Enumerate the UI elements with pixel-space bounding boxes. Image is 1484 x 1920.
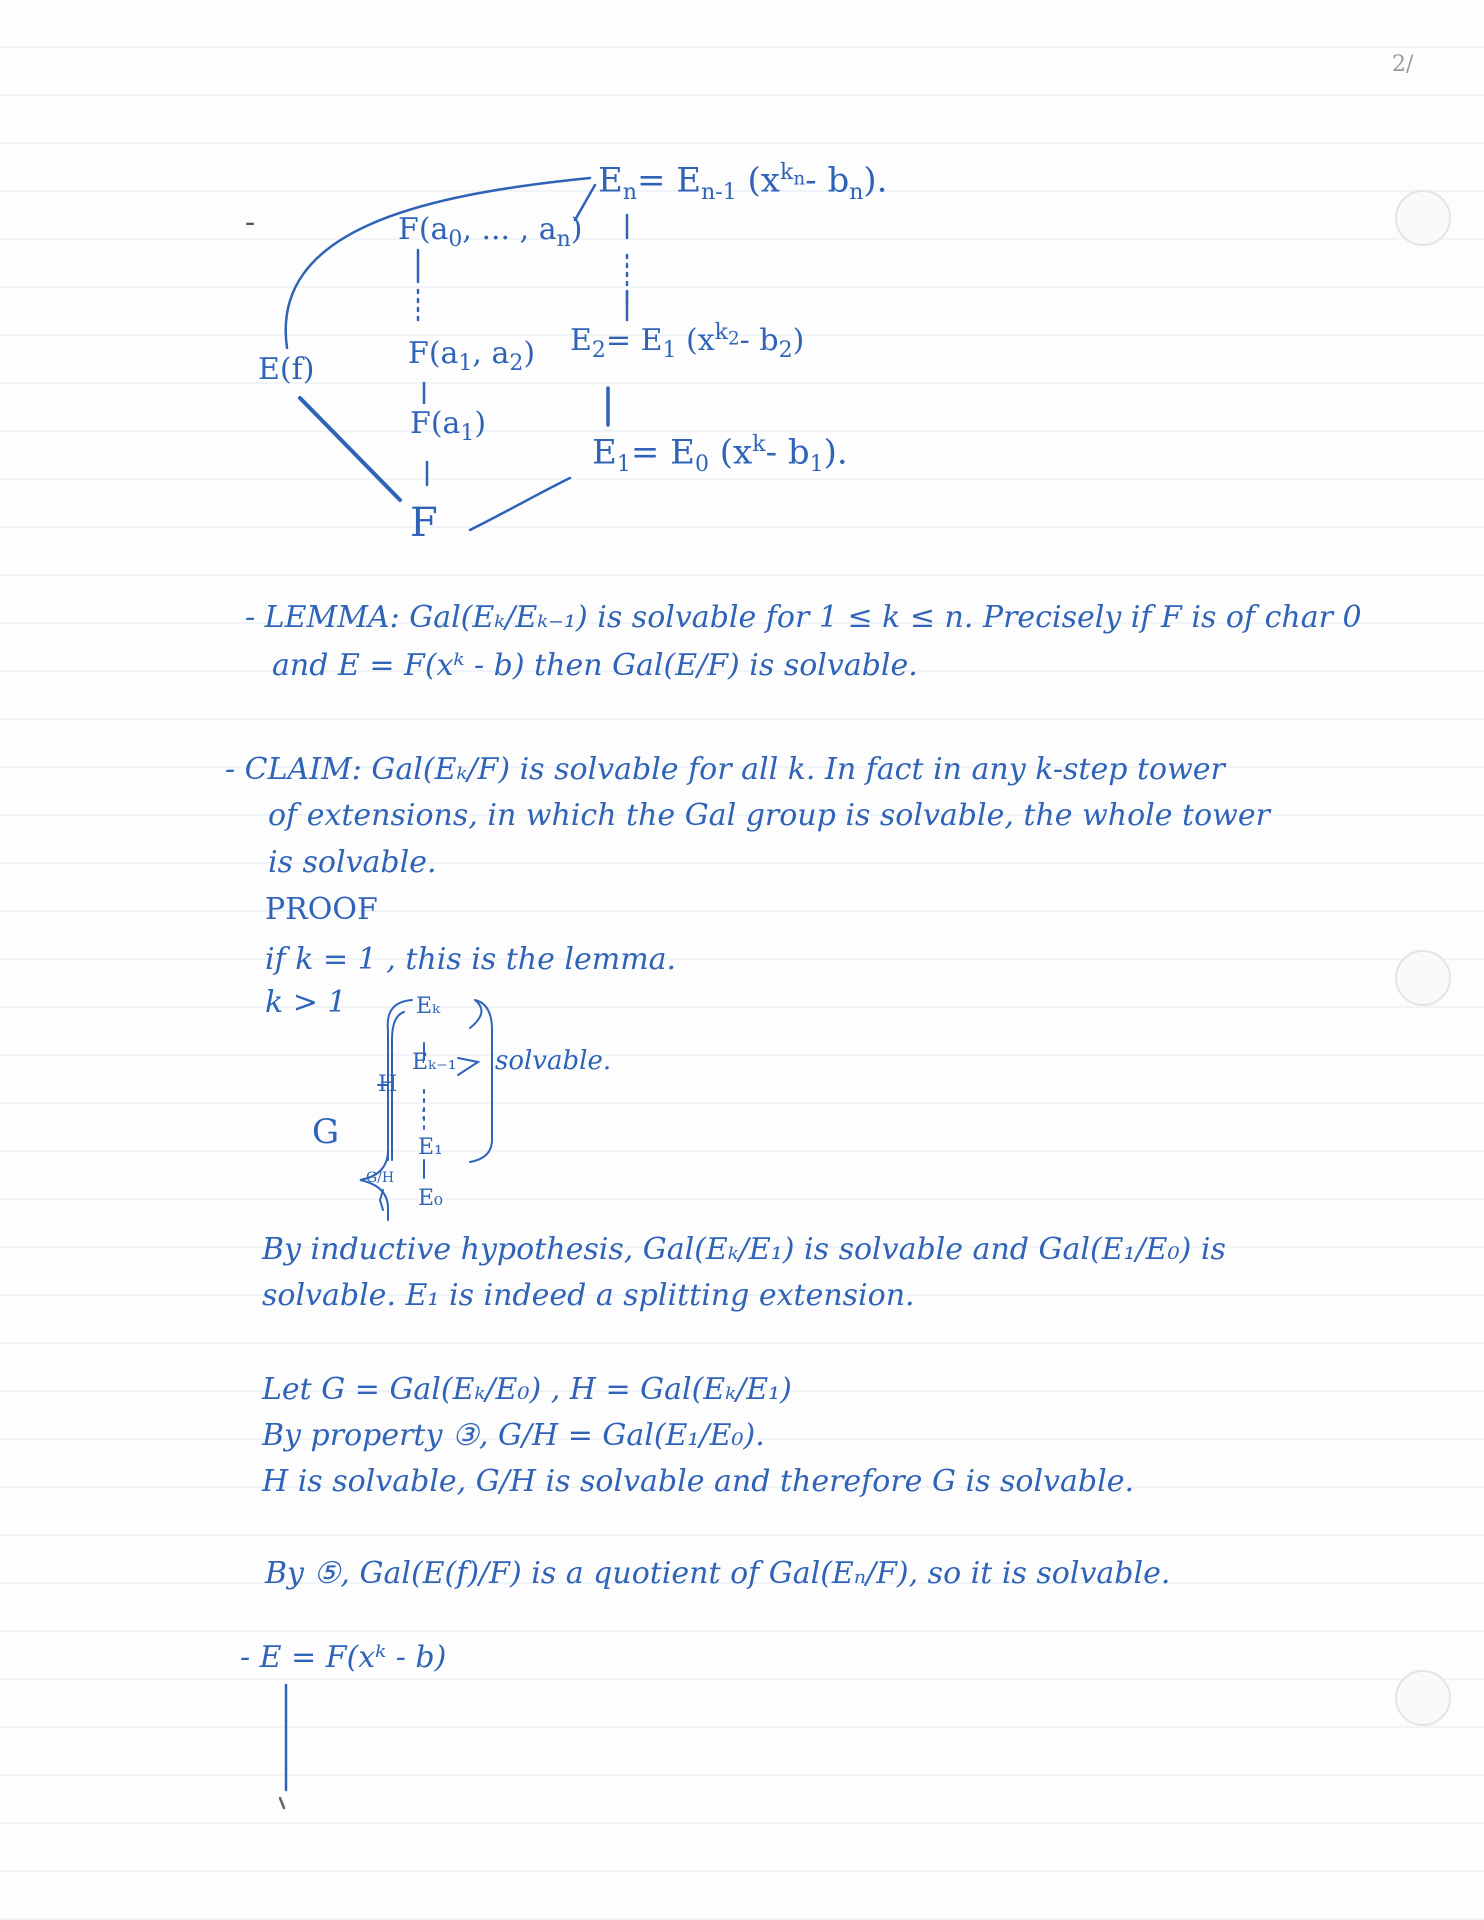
quotient-line: By ⑤, Gal(E(f)/F) is a quotient of Gal(Eₙ/F), so it is solvable. (265, 1556, 1171, 1591)
proof-line-1: if k = 1 , this is the lemma. (265, 942, 677, 977)
induction-line-2: solvable. E₁ is indeed a splitting extension. (262, 1278, 915, 1313)
tower-e0: E₀ (418, 1186, 443, 1211)
stray-dash: - (245, 205, 256, 240)
claim-line-3: is solvable. (268, 845, 437, 880)
tower-g: G (312, 1112, 340, 1152)
tower-e1: E₁ (418, 1135, 443, 1160)
lemma-line-2: and E = F(xᵏ - b) then Gal(E/F) is solvable. (272, 648, 918, 683)
brace-arrow (458, 1058, 478, 1075)
diagram-ef: E(f) (258, 352, 315, 387)
curve-ef-en (286, 178, 590, 348)
diagram-e1: $E_1= E_0$ ($x^k-$ $b_1$). (592, 432, 848, 478)
page-number: 2/ (1392, 52, 1414, 77)
diagram-f-base: F (410, 500, 438, 546)
proof-heading: PROOF (265, 892, 378, 927)
let-line-3: H is solvable, G/H is solvable and therefore G is solvable. (262, 1464, 1134, 1499)
diagram-e2: $E_2= E_1$ ($x^{k_2}-$ $b_2$) (570, 320, 805, 363)
tower-h: H (378, 1072, 398, 1097)
brace-gh (380, 1190, 383, 1210)
claim-line-1: - CLAIM: Gal(Eₖ/F) is solvable for all k. In fact in any k-step tower (225, 752, 1225, 787)
diagram-fa12: $F(a_1$, $a_2$) (408, 336, 536, 376)
tower-gh: G/H (366, 1170, 395, 1186)
brace-top-tick (470, 1000, 481, 1028)
tower-ek: Eₖ (416, 994, 441, 1019)
diagram-fa1: $F(a_1)$ (410, 406, 487, 446)
tower-ek1: Eₖ₋₁ (412, 1050, 457, 1075)
lemma-line-1: - LEMMA: Gal(Eₖ/Eₖ₋₁) is solvable for 1 ≤ k ≤ n. Precisely if F is of char 0 (245, 600, 1362, 635)
induction-line-1: By inductive hypothesis, Gal(Eₖ/E₁) is solvable and Gal(E₁/E₀) is (262, 1232, 1226, 1267)
tower-dots: : (420, 1100, 428, 1125)
diagram-fa-full: $F(a_0$, ... , $a_n$) (398, 212, 583, 252)
line-f-e1 (470, 478, 570, 530)
proof-line-2: k > 1 (265, 985, 347, 1020)
tower-solvable: solvable. (495, 1046, 612, 1076)
claim-line-2: of extensions, in which the Gal group is solvable, the whole tower (268, 798, 1270, 833)
brace-g-outer (360, 1000, 412, 1220)
tick-last (280, 1798, 284, 1808)
line-ef-f (300, 398, 400, 500)
diagram-top-en: $E_n= E_{n-1}$ ($x^{k_n}-$ $b_n$). (598, 160, 888, 206)
last-line: - E = F(xᵏ - b) (240, 1640, 447, 1675)
let-line-2: By property ③, G/H = Gal(E₁/E₀). (262, 1418, 765, 1453)
let-line-1: Let G = Gal(Eₖ/E₀) , H = Gal(Eₖ/E₁) (262, 1372, 792, 1407)
